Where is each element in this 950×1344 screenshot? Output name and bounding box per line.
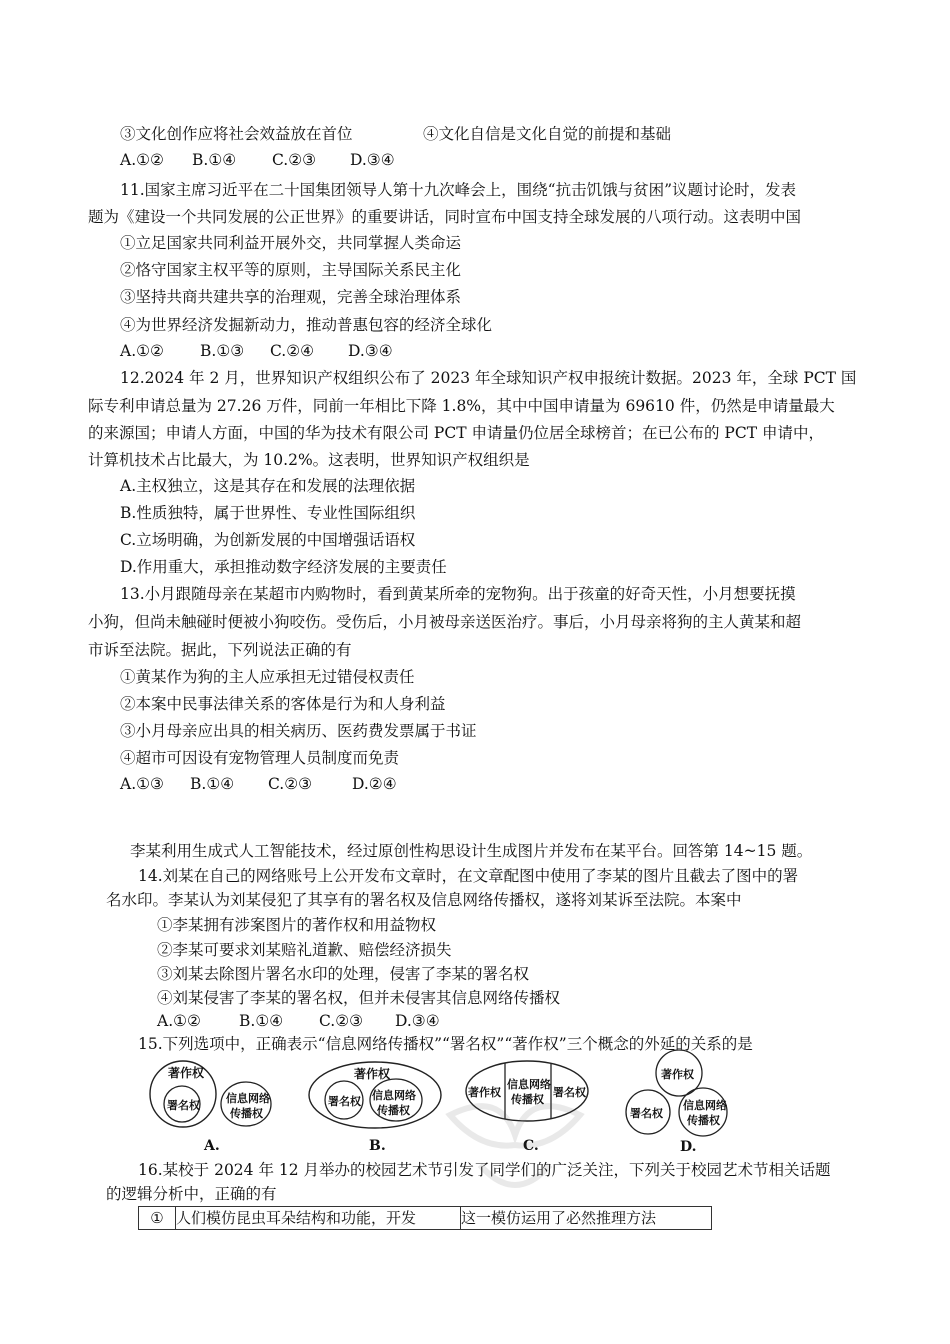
q12-choice-c[interactable]: C.立场明确，为创新发展的中国增强话语权 bbox=[120, 531, 416, 549]
q14-options bbox=[157, 1011, 440, 1031]
q14-option-b[interactable]: B.①④ bbox=[239, 1012, 284, 1030]
q10-options bbox=[120, 150, 395, 170]
q15-stem: 15.下列选项中，正确表示“信息网络传播权”“署名权”“著作权”三个概念的外延的关系的是 bbox=[138, 1035, 753, 1053]
q13-option-b[interactable]: B.①④ bbox=[190, 775, 235, 793]
q13-item-1: ①黄某作为狗的主人应承担无过错侵权责任 bbox=[120, 668, 415, 686]
q13-stem-3: 市诉至法院。据此，下列说法正确的有 bbox=[88, 641, 352, 659]
diagram-d-xx1: 信息网络 bbox=[683, 1099, 727, 1112]
q10-option-a[interactable]: A.①② bbox=[120, 151, 164, 169]
q16-table-row1-topic: 人们模仿昆虫耳朵结构和功能，开发 bbox=[176, 1207, 461, 1229]
q13-option-d[interactable]: D.②④ bbox=[352, 775, 397, 793]
q12-stem-3: 的来源国；申请人方面，中国的华为技术有限公司 PCT 申请量仍位居全球榜首；在已公布的 PCT 申请中， bbox=[88, 424, 824, 442]
diagram-d-zzq: 著作权 bbox=[661, 1068, 694, 1081]
diagram-c-smq: 署名权 bbox=[553, 1086, 586, 1099]
diagram-c-xx1: 信息网络 bbox=[507, 1078, 551, 1091]
q11-stem-2: 题为《建设一个共同发展的公正世界》的重要讲话，同时宣布中国支持全球发展的八项行动。这表明中国 bbox=[88, 208, 802, 226]
q16-stem-2: 的逻辑分析中，正确的有 bbox=[106, 1185, 277, 1203]
q10-item-4: ④文化自信是文化自觉的前提和基础 bbox=[423, 125, 672, 143]
q13-options bbox=[120, 774, 397, 794]
q16-stem-1: 16.某校于 2024 年 12 月举办的校园艺术节引发了同学们的广泛关注，下列关于校园艺术节相关话题 bbox=[138, 1161, 831, 1179]
q10-option-c[interactable]: C.②③ bbox=[272, 151, 317, 169]
diagram-c-xx2: 传播权 bbox=[511, 1093, 544, 1106]
q13-item-4: ④超市可因设有宠物管理人员制度而免责 bbox=[120, 749, 400, 767]
diagram-d-label[interactable]: D. bbox=[680, 1139, 697, 1155]
q12-stem-4: 计算机技术占比最大，为 10.2%。这表明，世界知识产权组织是 bbox=[88, 451, 530, 469]
diagram-d-xx2: 传播权 bbox=[687, 1114, 720, 1127]
q16-table-row1-num: ① bbox=[139, 1207, 176, 1229]
q14-stem-2: 名水印。李某认为刘某侵犯了其享有的署名权及信息网络传播权，遂将刘某诉至法院。本案中 bbox=[106, 891, 742, 909]
q11-option-c[interactable]: C.②④ bbox=[270, 342, 315, 360]
q11-item-2: ②恪守国家主权平等的原则，主导国际关系民主化 bbox=[120, 261, 462, 279]
q12-choice-d[interactable]: D.作用重大，承担推动数字经济发展的主要责任 bbox=[120, 558, 447, 576]
q15-diagram-b bbox=[308, 1060, 443, 1154]
q11-item-4: ④为世界经济发掘新动力，推动普惠包容的经济全球化 bbox=[120, 316, 493, 334]
diagram-b-zzq: 著作权 bbox=[354, 1067, 391, 1081]
q13-stem-2: 小狗，但尚未触碰时便被小狗咬伤。受伤后，小月被母亲送医治疗。事后，小月母亲将狗的主人黄某和超 bbox=[88, 613, 802, 631]
q11-stem-1: 11.国家主席习近平在二十国集团领导人第十九次峰会上，围绕“抗击饥饿与贫困”议题讨论时，发表 bbox=[120, 181, 797, 199]
q14-option-a[interactable]: A.①② bbox=[157, 1012, 201, 1030]
q16-table-row1-analysis: 这一模仿运用了必然推理方法 bbox=[461, 1209, 657, 1227]
q14-option-d[interactable]: D.③④ bbox=[395, 1012, 440, 1030]
q13-item-3: ③小月母亲应出具的相关病历、医药费发票属于书证 bbox=[120, 722, 477, 740]
q11-option-a[interactable]: A.①② bbox=[120, 342, 164, 360]
q12-choice-a[interactable]: A.主权独立，这是其存在和发展的法理依据 bbox=[120, 477, 416, 495]
q15-diagram-a bbox=[150, 1060, 280, 1154]
q15-diagram-d bbox=[625, 1057, 735, 1155]
q11-options bbox=[120, 341, 393, 361]
q13-stem-1: 13.小月跟随母亲在某超市内购物时，看到黄某所牵的宠物狗。出于孩童的好奇天性，小月想要抚摸 bbox=[120, 585, 796, 603]
q16-table bbox=[138, 1206, 712, 1230]
diagram-b-xx1: 信息网络 bbox=[372, 1089, 416, 1102]
q11-item-1: ①立足国家共同利益开展外交，共同掌握人类命运 bbox=[120, 234, 462, 252]
q14-item-2: ②李某可要求刘某赔礼道歉、赔偿经济损失 bbox=[157, 941, 452, 959]
diagram-b-xx2: 传播权 bbox=[377, 1104, 410, 1117]
q10-option-d[interactable]: D.③④ bbox=[350, 151, 395, 169]
q12-choice-b[interactable]: B.性质独特，属于世界性、专业性国际组织 bbox=[120, 504, 416, 522]
diagram-a-smq: 署名权 bbox=[167, 1099, 200, 1112]
q14-item-3: ③刘某去除图片署名水印的处理，侵害了李某的署名权 bbox=[157, 965, 530, 983]
q14-option-c[interactable]: C.②③ bbox=[319, 1012, 364, 1030]
diagram-a-xx1: 信息网络 bbox=[226, 1092, 270, 1105]
diagram-a-label[interactable]: A. bbox=[204, 1138, 220, 1154]
q11-option-b[interactable]: B.①③ bbox=[200, 342, 245, 360]
diagram-a-zzq: 著作权 bbox=[168, 1066, 205, 1080]
q11-item-3: ③坚持共商共建共享的治理观，完善全球治理体系 bbox=[120, 288, 462, 306]
diagram-c-label[interactable]: C. bbox=[523, 1138, 539, 1154]
q14-item-1: ①李某拥有涉案图片的著作权和用益物权 bbox=[157, 916, 437, 934]
diagram-b-label[interactable]: B. bbox=[369, 1138, 386, 1154]
q10-item-3: ③文化创作应将社会效益放在首位 bbox=[120, 125, 353, 143]
q13-option-a[interactable]: A.①③ bbox=[120, 775, 164, 793]
diagram-a-xx2: 传播权 bbox=[230, 1107, 263, 1120]
q13-item-2: ②本案中民事法律关系的客体是行为和人身利益 bbox=[120, 695, 446, 713]
q13-option-c[interactable]: C.②③ bbox=[268, 775, 313, 793]
q14-item-4: ④刘某侵害了李某的署名权，但并未侵害其信息网络传播权 bbox=[157, 989, 561, 1007]
q11-option-d[interactable]: D.③④ bbox=[348, 342, 393, 360]
q10-option-b[interactable]: B.①④ bbox=[192, 151, 237, 169]
diagram-b-smq: 署名权 bbox=[328, 1095, 361, 1108]
material-intro: 李某利用生成式人工智能技术，经过原创性构思设计生成图片并发布在某平台。回答第 14~15 题。 bbox=[130, 842, 813, 860]
diagram-d-smq: 署名权 bbox=[630, 1107, 663, 1120]
diagram-c-zzq: 著作权 bbox=[468, 1086, 501, 1099]
q14-stem-1: 14.刘某在自己的网络账号上公开发布文章时，在文章配图中使用了李某的图片且截去了图中的署 bbox=[138, 867, 799, 885]
q12-stem-2: 际专利申请总量为 27.26 万件，同前一年相比下降 1.8%，其中中国申请量为 69610 件，仍然是申请量最大 bbox=[88, 397, 835, 415]
q12-stem-1: 12.2024 年 2 月，世界知识产权组织公布了 2023 年全球知识产权申报统计数据。2023 年，全球 PCT 国 bbox=[120, 369, 857, 387]
watermark-logo-icon bbox=[440, 1095, 590, 1209]
